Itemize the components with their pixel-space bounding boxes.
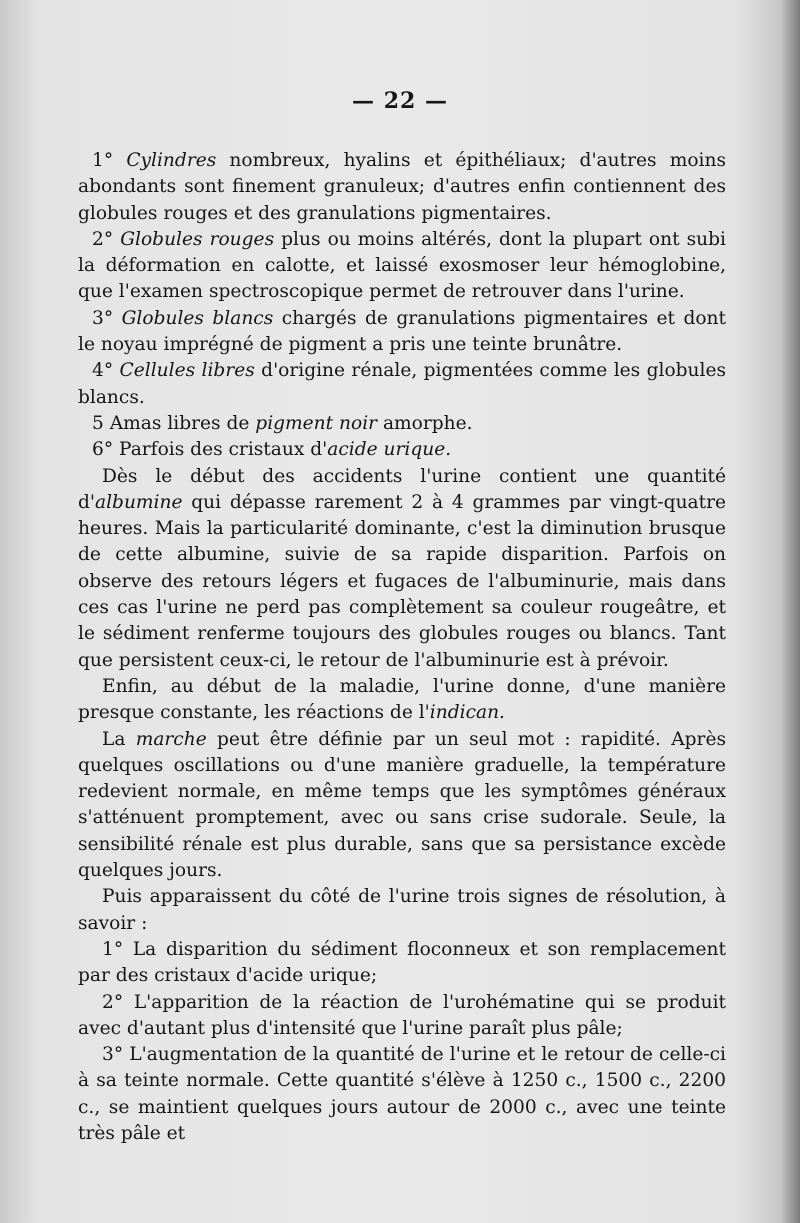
italic-text: Globules rouges [120,228,275,250]
paragraph [78,727,726,885]
text-span: 2° L'apparition de la réaction de l'urohématine qui se produit avec d'autant plus d'intensité que l'urine paraît plus pâle; [78,991,726,1039]
text-span: Dès le début des accidents l'urine contient une quantité d' [78,465,726,513]
text-span: chargés de granulations pigmentaires et dont le noyau imprégné de pigment a pris une teinte brunâtre. [78,307,726,356]
page-number: — 22 — [352,88,448,114]
text-span: 2° [92,228,121,250]
text-span: nombreux, hyalins et épithéliaux; d'autres moins abondants sont finement granuleux; d'autres enfin contiennent des globules rouges et des granulations pigmentaires. [78,150,726,224]
text-span: 3° [92,307,122,329]
text-span: qui dépasse rarement 2 à 4 grammes par vingt-quatre heures. Mais la particularité dominante, c'est la diminution brusque de cette albumine, suivie de sa rapide disparition. Parfois on observe des retours légers et fugaces de l'albuminurie, mais dans ces cas l'urine ne perd pas complètement sa couleur rougeâtre, et le sédiment renferme toujours des globules rouges ou blancs. Tant que persistent ceux-ci, le retour de l'albuminurie est à prévoir. [78,491,726,671]
text-span: peut être définie par un seul mot : rapidité. Après quelques oscillations ou d'une manière graduelle, la température redevient normale, en même temps que les symptômes généraux s'atténuent promptement, avec ou sans crise sudorale. Seule, la sensibilité rénale est plus durable, sans que sa persistance excède quelques jours. [78,728,726,882]
italic-text: pigment noir [255,412,378,434]
paragraph [78,1042,726,1147]
paragraph [78,148,726,227]
paragraph [78,464,726,674]
paragraph [78,437,726,463]
italic-text: indican. [429,702,505,724]
text-span: amorphe. [377,412,473,434]
text-span: 4° [92,360,120,382]
text-span: Enfin, au début de la maladie, l'urine donne, d'une manière presque constante, les réactions de l' [78,675,726,724]
italic-text: albumine [95,491,183,513]
page-binding-shadow [780,0,800,1223]
text-span: plus ou moins altérés, dont la plupart ont subi la déformation en calotte, et laissé exosmoser leur hémoglobine, que l'examen spectroscopique permet de retrouver dans l'urine. [78,228,726,303]
paragraph [78,937,726,990]
italic-text: Cellules libres [119,360,255,382]
paragraph [78,306,726,359]
text-span: d'origine rénale, pigmentées comme les globules blancs. [78,360,727,408]
text-span: 5 Amas libres de [92,412,256,434]
paragraph [78,884,726,937]
page-body-text [78,148,726,1147]
text-span: La [102,728,136,750]
italic-text: Cylindres [126,150,217,171]
text-span: Puis apparaissent du côté de l'urine trois signes de résolution, à savoir : [78,886,726,934]
paragraph [78,358,726,411]
paragraph [78,227,726,306]
italic-text: marche [135,728,207,750]
paragraph [78,411,726,437]
text-span: 1° [92,150,127,171]
text-span: 6° Parfois des cristaux d' [92,439,328,461]
paragraph [78,674,726,727]
paragraph [78,990,726,1043]
text-span: 3° L'augmentation de la quantité de l'urine et le retour de celle-ci à sa teinte normale. Cette quantité s'élève à 1250 c., 1500 c., 2200 c., se maintient quelques jours autour de 2000 c., avec une teinte très pâle et [78,1044,726,1144]
italic-text: Globules blancs [121,307,274,329]
text-span: 1° La disparition du sédiment floconneux et son remplacement par des cristaux d'acide urique; [78,938,726,987]
italic-text: acide urique. [327,439,452,461]
